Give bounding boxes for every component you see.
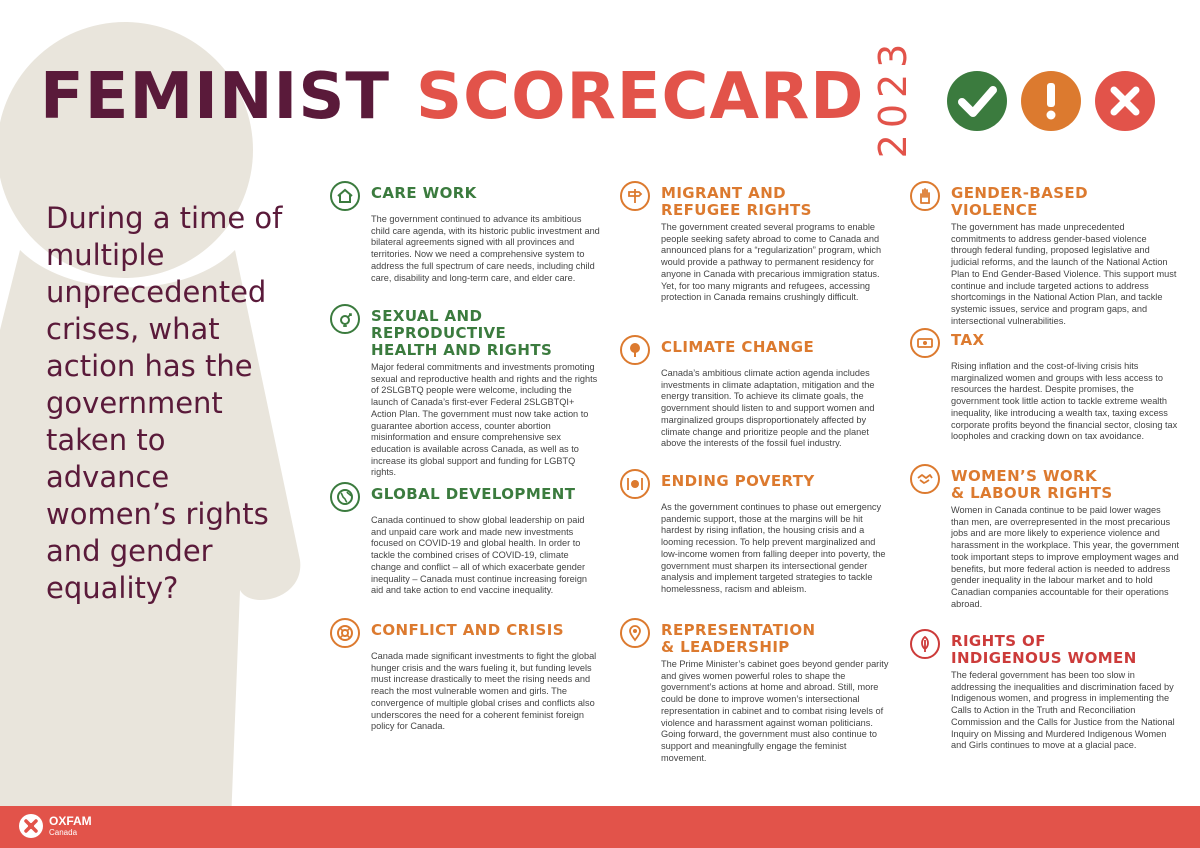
year-label-wrap [870,37,916,159]
section-text: Canada made significant investments to fight the global hunger crisis and the wars fueling it, but funding levels must increase drastically to meet the rising needs and reach the most vulnerable women and girls. The convergence of multiple global crises and conflicts also underscores the need for a coherent feminist foreign policy for Canada. [371,651,597,732]
cross-icon [1094,70,1156,132]
section-migrant-refugee [620,185,890,304]
section-text: Canada’s ambitious climate action agenda includes investments in climate adaptation, mitigation and the energy transition. To achieve its climate goals, the government should listen to and support women and marginalized groups disproportionately affected by climate change and prioritize people and the planet above the interests of the fossil fuel industry. [661,368,875,449]
section-gbv [910,185,1180,327]
status-legend [946,70,1156,132]
section-title: RIGHTS OF INDIGENOUS WOMEN [951,632,1137,667]
globe-icon [330,482,360,512]
section-ending-poverty [620,473,890,596]
exclamation-icon [1020,70,1082,132]
year-label: 2023 [871,37,915,159]
section-text: Rising inflation and the cost-of-living crisis hits marginalized women and groups with less access to resources the hardest. Despite promises, the government took little action to tackle extreme wealth inequality, like introducing a wealth tax, taxing excess corporate profits beyond the financial sector, closing tax loopholes and cracking down on tax avoidance. [951,361,1178,442]
title-scorecard: SCORECARD [416,60,865,134]
section-title: REPRESENTATION & LEADERSHIP [661,621,816,656]
check-icon [946,70,1008,132]
section-text: Major federal commitments and investments promoting sexual and reproductive health and rights and the rights of 2SLGBTQ people were welcome, including the launch of Canada’s first-ever Federal 2SLGBTQI+ Action Plan. The government must now take action to guarantee abortion access, counter abortion misinformation and ensure comprehensive sex education is available across Canada, as well as to increase its global support and funding for LGBTQ rights. [371,362,598,478]
logo-name: OXFAM [49,814,92,828]
gender-symbols-icon [330,304,360,334]
plate-icon [620,469,650,499]
section-title: ENDING POVERTY [661,472,815,490]
oxfam-logo[interactable] [18,813,92,839]
section-title: GENDER-BASED VIOLENCE [951,184,1088,219]
section-title: TAX [951,331,985,349]
section-text: Canada continued to show global leadership on paid and unpaid care work and made new investments focused on COVID-19 and global health. In order to tackle the combined crises of COVID-19, climate change and conflict – all of which exacerbate gender inequality – Canada must continue increasing foreign aid and take action to end vaccine inequality. [371,515,588,596]
handshake-icon [910,464,940,494]
section-title: MIGRANT AND REFUGEE RIGHTS [661,184,812,219]
section-title: WOMEN’S WORK & LABOUR RIGHTS [951,467,1113,502]
section-global-development [330,486,600,597]
title-feminist: FEMINIST [40,60,391,134]
section-text: The Prime Minister’s cabinet goes beyond gender parity and gives women powerful roles to shape the government’s actions at home and abroad. Still, more could be done to improve women’s intersectional representation in cabinet and to combat rising levels of violence and harassment against woman politicians. Going forward, the government must also continue to support and meaningfully engage the feminist movement. [661,659,889,763]
section-text: The federal government has been too slow in addressing the inequalities and discrimination faced by Indigenous women, and progress in implementing the Calls to Action in the Truth and Reconciliation Commission and the Calls for Justice from the National Inquiry on Missing and Murdered Indigenous Women and Girls continues to move at a glacial pace. [951,670,1175,751]
section-tax [910,332,1180,443]
section-womens-work [910,468,1180,610]
section-indigenous-women [910,633,1180,752]
logo-sub: Canada [49,828,78,837]
section-conflict-crisis [330,622,600,733]
location-pin-icon [620,618,650,648]
money-icon [910,328,940,358]
home-icon [330,181,360,211]
signpost-icon [620,181,650,211]
section-title: GLOBAL DEVELOPMENT [371,485,576,503]
section-srhr [330,308,600,479]
section-representation [620,622,890,764]
section-text: The government continued to advance its ambitious child care agenda, with its historic public investment and bilateral agreements signed with all provinces and territories. Now we need a comprehensive system to address the full spectrum of care needs, including child care, disability and long-term care, and elder care. [371,214,600,283]
section-text: Women in Canada continue to be paid lower wages than men, are overrepresented in the most precarious jobs and are more likely to experience violence and harassment in the workplace. This year, the government took important steps to improve employment wages and benefits, but more federal action is needed to address gender inequality in the labour market and to hold Canadian companies accountable for their operations abroad. [951,505,1180,609]
raised-hand-icon [910,181,940,211]
section-title: CARE WORK [371,184,477,202]
feather-icon [910,629,940,659]
section-text: The government has made unprecedented commitments to address gender-based violence through federal funding, proposed legislative and judicial reforms, and the launch of the National Action Plan to End Gender-Based Violence. This support must continue and include targeted actions to address shortcomings in the National Action Plan, and tackle systemic issues, service and program gaps, and intersectional vulnerabilities. [951,222,1177,326]
section-title: SEXUAL AND REPRODUCTIVE HEALTH AND RIGHTS [371,307,553,359]
section-text: The government created several programs to enable people seeking safety abroad to come to Canada and announced plans for a “regularization” program, which would provide a pathway to permanent residency for anyone in Canada with precarious immigration status. Yet, for too many migrants and refugees, accessing protection in Canada remains crushingly difficult. [661,222,882,303]
section-title: CLIMATE CHANGE [661,338,815,356]
lifebuoy-icon [330,618,360,648]
section-title: CONFLICT AND CRISIS [371,621,564,639]
oxfam-logo-icon [18,813,44,839]
section-care-work [330,185,600,284]
question-text: During a time of multiple unprecedented crises, what action has the government taken to advance women’s rights and gender equality? [46,201,283,605]
tree-icon [620,335,650,365]
footer-bar [0,806,1200,848]
section-climate-change [620,339,890,450]
section-text: As the government continues to phase out emergency pandemic support, those at the margins will be hit hardest by rising inflation, the housing crisis and a looming recession. To help prevent marginalized and low-income women from falling deeper into poverty, the government must sharpen its intersectional gender analysis and implement targeted strategies to tackle homelessness, racism and ableism. [661,502,886,594]
